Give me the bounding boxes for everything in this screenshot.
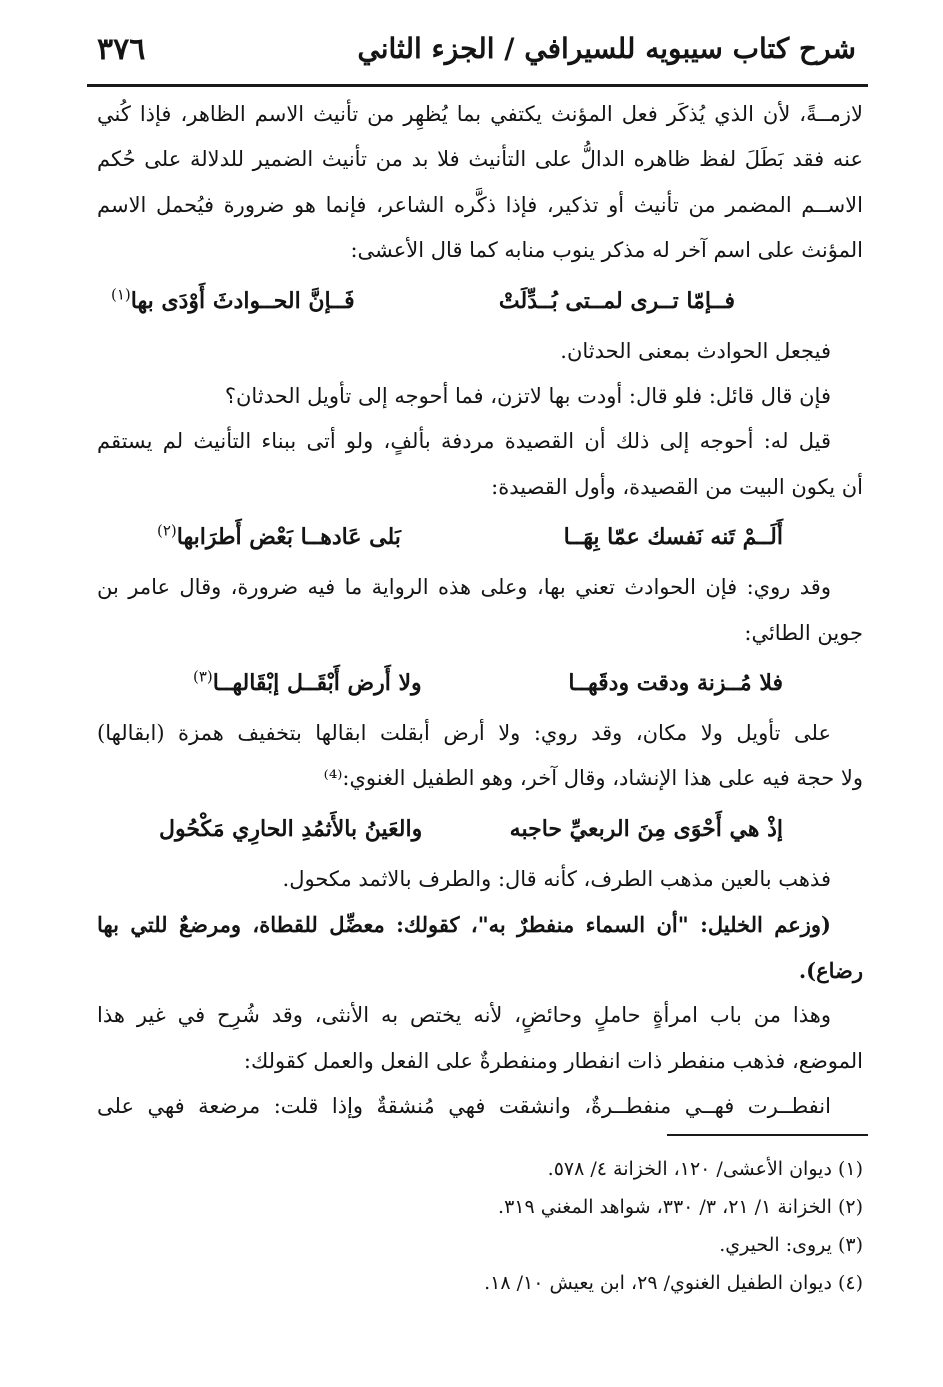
verse-second-hemistich: فَــإنَّ الحــوادثَ أَوْدَى بها$^{(١)}$ — [111, 285, 355, 314]
body-line: أن يكون البيت من القصيدة، وأول القصيدة: — [491, 474, 863, 499]
footnote: (١) ديوان الأعشى/ ١٢٠، الخزانة ٤/ ٥٧٨. — [547, 1158, 863, 1180]
verse-second-hemistich: والعَينُ بالأَثمُدِ الحارِي مَكْحُول — [159, 815, 423, 842]
footnote-rule — [667, 1134, 868, 1136]
page-number: ٣٧٦ — [97, 32, 146, 67]
body-line: وقد روي: فإن الحوادث تعني بها، وعلى هذه الرواية ما فيه ضرورة، وقال عامر بن — [97, 575, 831, 600]
body-line: عنه فقد بَطَلَ لفظ ظاهره الدالُّ على التأنيث فلا بد من تأنيث الضمير للدلالة على حُكم — [97, 147, 863, 172]
verse-1 — [111, 274, 735, 329]
running-title: شرح كتاب سيبويه للسيرافي / الجزء الثاني — [357, 32, 856, 65]
verse-4 — [159, 802, 783, 857]
footnote: (٤) ديوان الطفيل الغنوي/ ٢٩، ابن يعيش ١٠/ ١٨. — [484, 1272, 863, 1294]
footnote: (٢) الخزانة ١/ ٢١، ٣/ ٣٣٠، شواهد المغني ٣١٩. — [498, 1196, 863, 1218]
body-line: ولا حجة فيه على هذا الإنشاد، وقال آخر، وهو الطفيل الغنوي:⁽⁴⁾ — [323, 766, 863, 791]
footnote-ref: (٢) — [157, 521, 177, 540]
verse-second-hemistich: بَلى عَادهــا بَعْض أَطرَابها$^{(٢)}$ — [157, 521, 401, 551]
body-line: الاســم المضمر من تأنيث أو تذكير، فإذا ذكَّره الشاعر، فإنما هو ضرورة فيُحمل الاسم — [97, 192, 863, 217]
body-text — [97, 92, 863, 1129]
footnotes — [97, 1150, 863, 1302]
body-line: فإن قال قائل: فلو قال: أودت بها لاتزن، فما أحوجه إلى تأويل الحدثان؟ — [224, 384, 831, 409]
body-line: فذهب بالعين مذهب الطرف، كأنه قال: والطرف بالاثمد مكحول. — [282, 866, 831, 891]
body-line: على تأويل ولا مكان، وقد روي: ولا أرض أبقلت ابقالها بتخفيف همزة (ابقالها) — [97, 721, 831, 746]
verse-3 — [193, 656, 783, 711]
verse-first-hemistich: أَلَــمْ تَنه نَفسك عمّا بِهَــا — [563, 524, 783, 551]
body-line: قيل له: أحوجه إلى ذلك أن القصيدة مردفة بألفٍ، ولو أتى ببناء التأنيث لم يستقم — [97, 429, 831, 454]
verse-second-hemistich: ولا أَرض أَبْقَــل إبْقَالهــا$^{(٣)}$ — [193, 667, 422, 697]
body-line: الموضع، فذهب منفطر ذات انفطار ومنفطرةٌ على الفعل والعمل كقولك: — [243, 1048, 863, 1073]
header-rule — [87, 84, 868, 87]
verse-2 — [157, 510, 783, 565]
verse-first-hemistich: فلا مُــزنة ودقت ودقَهــا — [568, 670, 783, 697]
body-line: انفطــرت فهــي منفطــرةٌ، وانشقت فهي مُنشقةٌ وإذا قلت: مرضعة فهي على — [97, 1093, 831, 1118]
footnote: (٣) يروى: الحيري. — [719, 1234, 863, 1256]
verse-first-hemistich: إذْ هي أَحْوَى مِنَ الربعيِّ حاجبه — [509, 815, 783, 842]
body-line: جوين الطائي: — [744, 620, 863, 645]
verse-first-hemistich: فــإمّا تــرى لمــتى بُــدِّلَتْ — [498, 287, 735, 314]
body-line: رضاع). — [798, 957, 863, 983]
body-line: فيجعل الحوادث بمعنى الحدثان. — [560, 338, 831, 363]
body-line: (وزعم الخليل: "أن السماء منفطرٌ به"، كقولك: معضِّل للقطاة، ومرضعٌ للتي بها — [97, 912, 831, 938]
body-line: وهذا من باب امرأةٍ حاملٍ وحائضٍ، لأنه يختص به الأنثى، وقد شُرِح في غير هذا — [97, 1003, 831, 1028]
footnote-ref: (١) — [111, 285, 131, 304]
footnote-ref: (٣) — [193, 667, 213, 686]
body-line: لازمــةً، لأن الذي يُذكَر فعل المؤنث يكتفي بما يُظهِر من تأنيث الاسم الظاهر، فإذا كُني — [97, 102, 863, 126]
body-line: المؤنث على اسم آخر له مذكر ينوب منابه كما قال الأعشى: — [350, 238, 863, 263]
